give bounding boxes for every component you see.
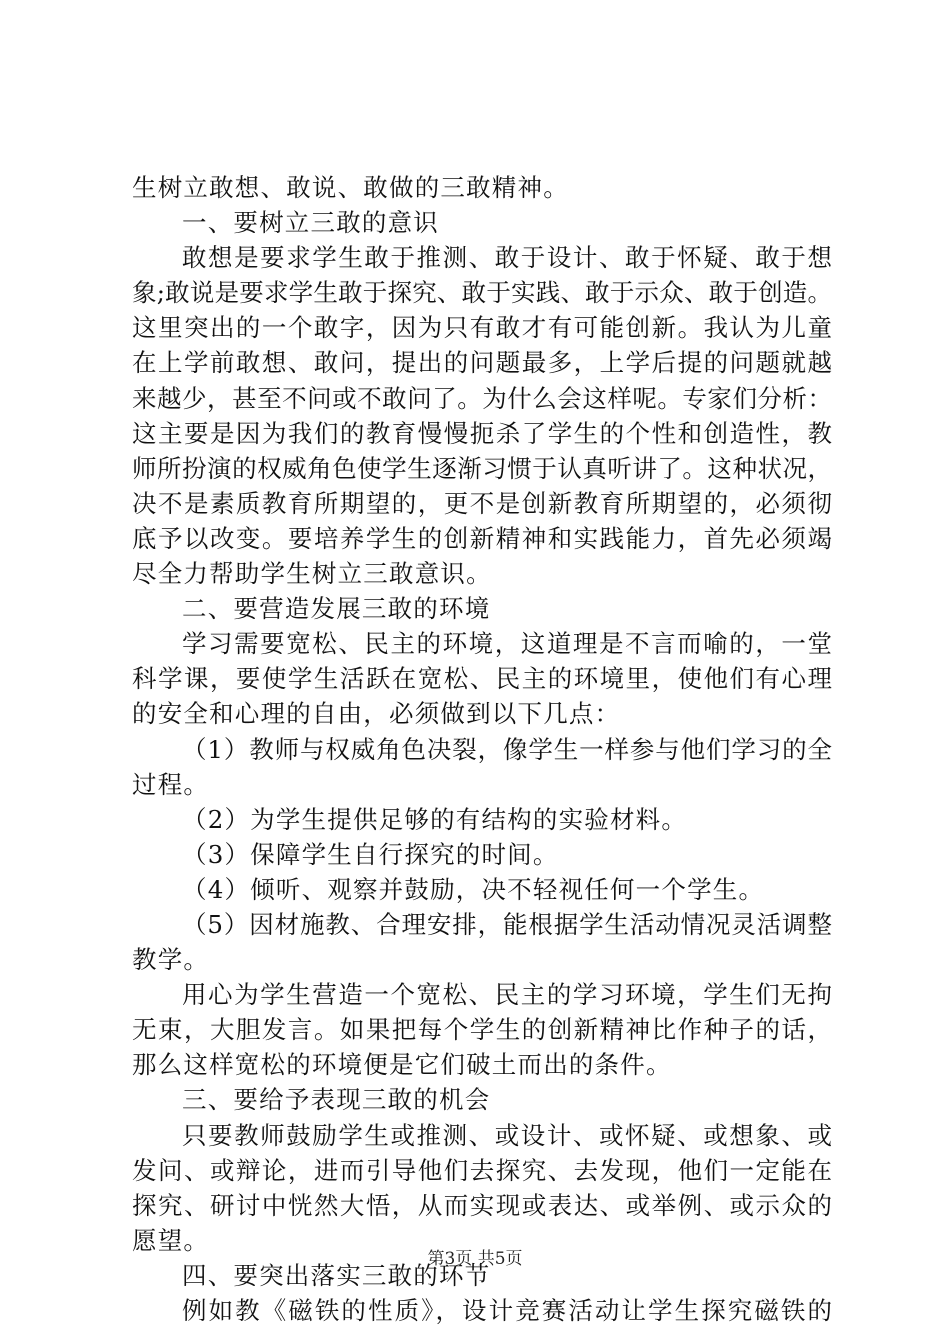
text-line: 四、要突出落实三敢的环节 xyxy=(182,1260,491,1290)
text-line: （2）为学生提供足够的有结构的实验材料。 xyxy=(182,804,688,834)
text-line: 生树立敢想、敢说、敢做的三敢精神。 xyxy=(132,173,569,202)
text-line: （4）倾听、观察并鼓励，决不轻视任何一个学生。 xyxy=(182,874,765,904)
text-line: 敢想是要求学生敢于推测、敢于设计、敢于怀疑、敢于想 xyxy=(182,243,832,273)
page-footer: 第3页 共5页 xyxy=(427,1249,523,1269)
text-line: （1）教师与权威角色决裂，像学生一样参与他们学习的全 xyxy=(182,734,832,764)
text-line: 一、要树立三敢的意识 xyxy=(182,208,439,238)
text-line: 的安全和心理的自由，必须做到以下几点： xyxy=(132,699,621,729)
text-line: 发问、或辩论，进而引导他们去探究、去发现，他们一定能在 xyxy=(132,1155,832,1185)
text-line: 教学。 xyxy=(132,945,210,975)
text-line: 探究、研讨中恍然大悟，从而实现或表达、或举例、或示众的 xyxy=(132,1190,832,1220)
text-line: 用心为学生营造一个宽松、民主的学习环境，学生们无拘 xyxy=(182,980,832,1010)
text-line: 例如教《磁铁的性质》，设计竞赛活动让学生探究磁铁的 xyxy=(182,1296,832,1325)
document-body xyxy=(132,170,832,1328)
text-line: 象;敢说是要求学生敢于探究、敢于实践、敢于示众、敢于创造。 xyxy=(132,278,832,308)
text-line: 过程。 xyxy=(132,769,210,799)
text-line: （5）因材施教、合理安排，能根据学生活动情况灵活调整 xyxy=(182,909,832,939)
text-line: 三、要给予表现三敢的机会 xyxy=(182,1085,491,1115)
text-line: 只要教师鼓励学生或推测、或设计、或怀疑、或想象、或 xyxy=(182,1120,832,1150)
text-line: 无束，大胆发言。如果把每个学生的创新精神比作种子的话， xyxy=(132,1015,832,1045)
text-line: 二、要营造发展三敢的环境 xyxy=(182,594,491,624)
text-line: 那么这样宽松的环境便是它们破土而出的条件。 xyxy=(132,1050,672,1080)
text-line: 来越少，甚至不问或不敢问了。为什么会这样呢。专家们分析： xyxy=(132,383,832,413)
text-line: 学习需要宽松、民主的环境，这道理是不言而喻的，一堂 xyxy=(182,629,832,659)
text-line: 这里突出的一个敢字，因为只有敢才有可能创新。我认为儿童 xyxy=(132,313,832,343)
text-line: 科学课，要使学生活跃在宽松、民主的环境里，使他们有心理 xyxy=(132,664,832,694)
text-line: 尽全力帮助学生树立三敢意识。 xyxy=(132,559,492,589)
text-line: 这主要是因为我们的教育慢慢扼杀了学生的个性和创造性，教 xyxy=(132,418,832,448)
text-line: 愿望。 xyxy=(132,1225,210,1255)
text-line: （3）保障学生自行探究的时间。 xyxy=(182,839,559,869)
text-line: 底予以改变。要培养学生的创新精神和实践能力，首先必须竭 xyxy=(132,523,832,553)
text-line: 决不是素质教育所期望的，更不是创新教育所期望的，必须彻 xyxy=(132,488,832,518)
text-line: 在上学前敢想、敢问，提出的问题最多，上学后提的问题就越 xyxy=(132,348,832,378)
text-line: 师所扮演的权威角色使学生逐渐习惯于认真听讲了。这种状况， xyxy=(132,453,832,483)
